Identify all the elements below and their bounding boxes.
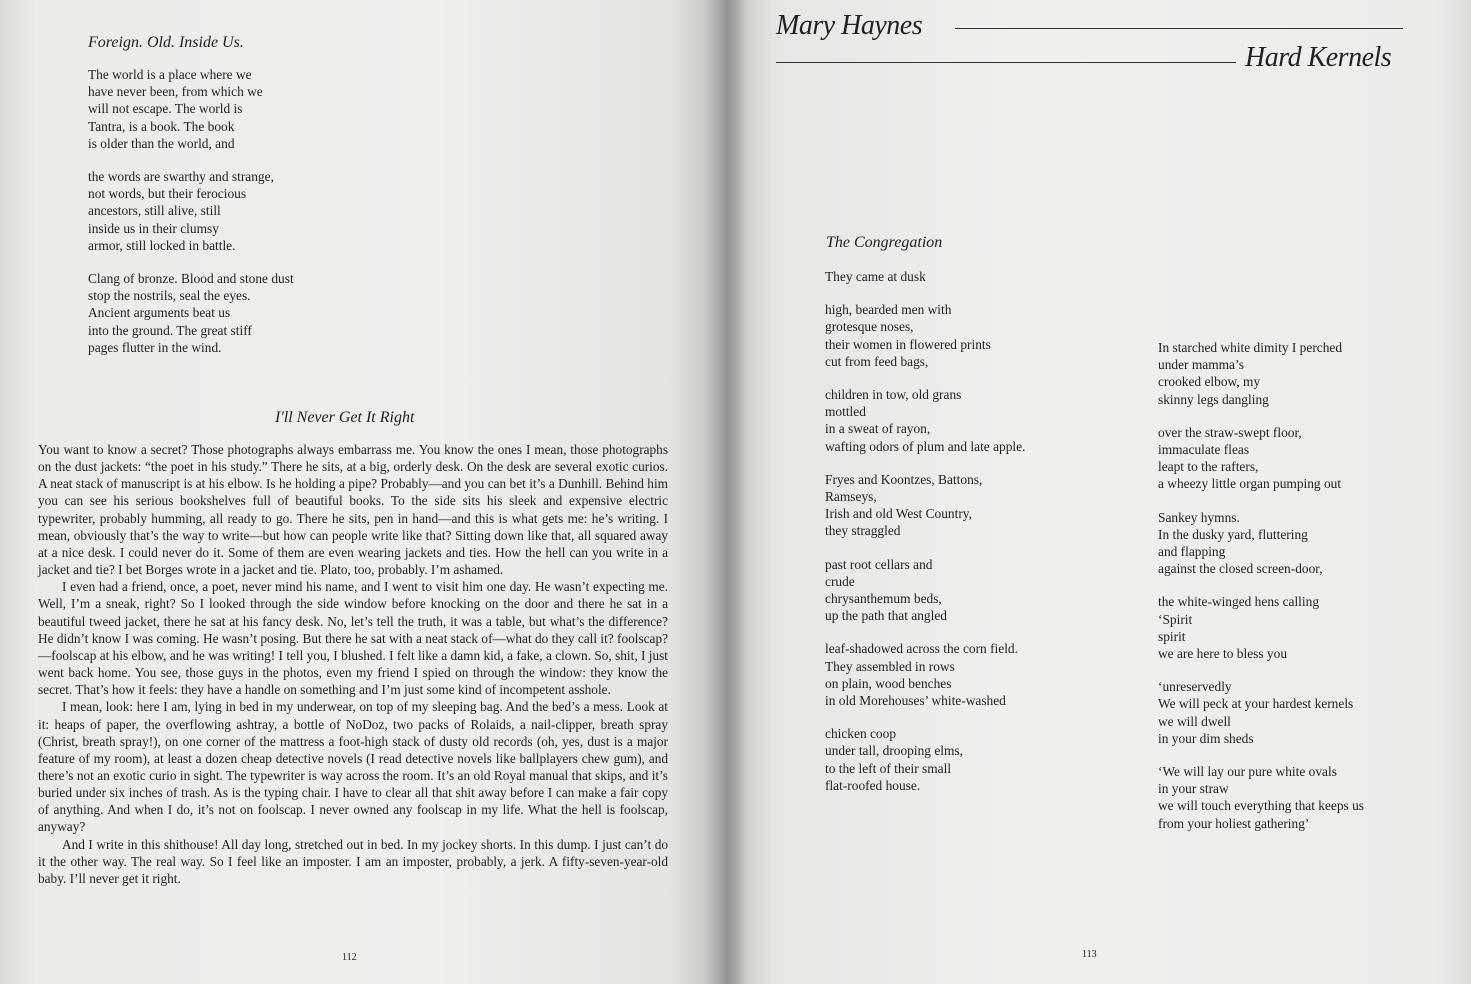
poem-line: In the dusky yard, fluttering <box>1158 526 1308 542</box>
poem-line: flat-roofed house. <box>825 777 921 793</box>
poem-line: We will peck at your hardest kernels <box>1158 696 1354 712</box>
stanza <box>825 301 1105 370</box>
poem-line: Fryes and Koontzes, Battons, <box>825 471 983 487</box>
poem-line: leaf-shadowed across the corn field. <box>825 641 1018 657</box>
poem-line: spirit <box>1158 628 1186 644</box>
stanza <box>88 270 348 356</box>
poem-line: ancestors, still alive, still <box>88 203 221 219</box>
left-page <box>0 0 728 984</box>
poem-line: they straggled <box>825 523 901 539</box>
stanza <box>1158 509 1418 578</box>
stanza <box>825 386 1105 455</box>
poem-line: high, bearded men with <box>825 302 952 318</box>
poem-line: cut from feed bags, <box>825 353 929 369</box>
poem-the-congregation <box>825 268 1105 810</box>
stanza <box>1158 678 1418 747</box>
poem-line: and flapping <box>1158 544 1226 560</box>
poem-line: armor, still locked in battle. <box>88 237 236 253</box>
poem-line: over the straw-swept floor, <box>1158 424 1302 440</box>
poem-title: The Congregation <box>826 234 943 251</box>
stanza <box>825 556 1105 625</box>
poem-line: is older than the world, and <box>88 135 235 151</box>
stanza <box>825 471 1105 540</box>
poem-line: Irish and old West Country, <box>825 506 972 522</box>
stanza <box>825 268 1105 285</box>
poem-line: mottled <box>825 404 866 420</box>
poem-line: their women in flowered prints <box>825 336 991 352</box>
poem-line: inside us in their clumsy <box>88 220 219 236</box>
prose-paragraph: I even had a friend, once, a poet, never mind his name, and I went to visit him one day. He wasn’t expecting me. Well, I’m a sneak, right? So I looked through the side window before knocking on the door and there he sat in a beautiful tweed jacket, there he sat at his fancy desk. No, let’s tell the truth, it was a table, but what’s the difference? He didn’t know I was coming. He wasn’t posing. But there he sat with a neat stack of—what do they call it? foolscap?—foolscap at his elbow, and he was writing! I tell you, I blushed. I felt like a damn kid, a fake, a clown. So, shit, I just went back home. You see, those guys in the photos, even my friend I spied on through the window: they know the secret. That’s how it feels: they have a handle on something and I’m just some kind of incompetent asshole. <box>38 579 668 698</box>
poem-line: under mamma’s <box>1158 357 1244 373</box>
poem-line: Ramseys, <box>825 489 877 505</box>
stanza <box>1158 424 1418 493</box>
poem-line: not words, but their ferocious <box>88 186 247 202</box>
poem-line: leapt to the rafters, <box>1158 459 1259 475</box>
poem-line: under tall, drooping elms, <box>825 743 963 759</box>
poem-line: Clang of bronze. Blood and stone dust <box>88 271 294 287</box>
poem-line: Sankey hymns. <box>1158 509 1240 525</box>
poem-line: crude <box>825 573 855 589</box>
poem-line: from your holiest gathering’ <box>1158 815 1310 831</box>
poem-line: we will dwell <box>1158 713 1231 729</box>
poem-line: in a sweat of rayon, <box>825 421 931 437</box>
poem-continuation <box>1158 339 1418 848</box>
poem-line: in your dim sheds <box>1158 730 1254 746</box>
poem-line: stop the nostrils, seal the eyes. <box>88 288 251 304</box>
poem-line: chicken coop <box>825 726 897 742</box>
stanza <box>825 725 1105 794</box>
prose-paragraph: I mean, look: here I am, lying in bed in my underwear, on top of my sleeping bag. And the bed’s a mess. Look at it: heaps of paper, the overflowing ashtray, a bottle of NoDoz, two packs of Rolaids, a nail-clipper, breath spray (Christ, breath spray!), on one corner of the mattress a foot-high stack of dusty old records (oh, yes, dust is a major feature of my room), at least a dozen cheap detective novels (I read detective novels like ballplayers chew gum), and there’s not an exotic curio in sight. The typewriter is way across the room. It’s an old Royal manual that skips, and it’s buried under six inches of trash. As is the typing chair. I have to clear all that shit away before I can make a fair copy of anything. And when I do, it’s not on foolscap. I never owned any foolscap in my life. What the hell is foolscap, anyway? <box>38 699 668 835</box>
poem-line: Ancient arguments beat us <box>88 305 231 321</box>
poem-line: up the path that angled <box>825 608 947 624</box>
poem-line: in your straw <box>1158 781 1229 797</box>
poem-line: will not escape. The world is <box>88 101 243 117</box>
stanza <box>825 640 1105 709</box>
poem-line: crooked elbow, my <box>1158 374 1261 390</box>
poem-line: They came at dusk <box>825 269 926 284</box>
poem-line: in old Morehouses’ white-washed <box>825 693 1006 709</box>
page-number: 113 <box>1082 949 1097 960</box>
prose-title: I'll Never Get It Right <box>275 409 415 426</box>
book-gutter <box>706 0 748 984</box>
poem-line: children in tow, old grans <box>825 387 962 403</box>
poem-line: pages flutter in the wind. <box>88 339 222 355</box>
poem-line: have never been, from which we <box>88 84 263 100</box>
author-name: Mary Haynes <box>776 10 923 41</box>
poem-line: the words are swarthy and strange, <box>88 169 274 185</box>
poem-line: grotesque noses, <box>825 319 914 335</box>
poem-line: In starched white dimity I perched <box>1158 340 1343 355</box>
collection-title: Hard Kernels <box>1245 42 1392 73</box>
poem-title: Foreign. Old. Inside Us. <box>88 34 244 51</box>
poem-line: ‘Spirit <box>1158 611 1193 627</box>
stanza <box>1158 593 1418 662</box>
prose-piece <box>38 441 668 887</box>
poem-line: They assembled in rows <box>825 658 955 674</box>
poem-foreign-old-inside-us <box>88 66 348 372</box>
poem-line: on plain, wood benches <box>825 675 952 691</box>
poem-line: chrysanthemum beds, <box>825 591 942 607</box>
poem-line: immaculate fleas <box>1158 442 1250 458</box>
poem-line: Tantra, is a book. The book <box>88 118 235 134</box>
header-rule <box>776 62 1236 63</box>
prose-paragraph: And I write in this shithouse! All day long, stretched out in bed. In my jockey shorts. In this dump. I just can’t do it the other way. The real way. So I feel like an imposter. I am an imposter, probably, a jerk. A fifty-seven-year-old baby. I’ll never get it right. <box>38 836 668 886</box>
poem-line: skinny legs dangling <box>1158 391 1269 407</box>
poem-line: a wheezy little organ pumping out <box>1158 476 1342 492</box>
stanza <box>88 168 348 254</box>
page-number: 112 <box>342 952 357 963</box>
poem-line: into the ground. The great stiff <box>88 322 252 338</box>
poem-line: we will touch everything that keeps us <box>1158 798 1365 814</box>
poem-line: we are here to bless you <box>1158 646 1288 662</box>
poem-line: wafting odors of plum and late apple. <box>825 438 1026 454</box>
poem-line: past root cellars and <box>825 556 933 572</box>
poem-line: ‘unreservedly <box>1158 679 1232 695</box>
stanza <box>88 66 348 152</box>
poem-line: the white-winged hens calling <box>1158 594 1320 610</box>
poem-line: ‘We will lay our pure white ovals <box>1158 764 1337 780</box>
poem-line: The world is a place where we <box>88 67 252 82</box>
poem-line: against the closed screen-door, <box>1158 561 1323 577</box>
prose-paragraph: You want to know a secret? Those photographs always embarrass me. You know the ones I mean, those photographs on the dust jackets: “the poet in his study.” There he sits, at a big, orderly desk. On the desk are several exotic curios. A neat stack of manuscript is at his elbow. Is he holding a pipe? Probably—and you can bet it’s a Dunhill. Behind him you can see his serious bookshelves full of beautiful books. To the side sits his sleek and expensive electric typewriter, probably humming, all ready to go. There he sits, pen in hand—and this is what gets me: he’s writing. I mean, obviously that’s the way to write—but how can people write like that? Sitting down like that, all squared away at a nice desk. I could never do it. Some of them are even wearing jackets and ties. How the hell can you write in a jacket and tie? I bet Borges wrote in a jacket and tie. Plato, too, probably. I’m ashamed. <box>38 442 668 578</box>
poem-line: to the left of their small <box>825 760 952 776</box>
stanza <box>1158 763 1418 832</box>
header-rule <box>955 28 1403 29</box>
stanza <box>1158 339 1418 408</box>
